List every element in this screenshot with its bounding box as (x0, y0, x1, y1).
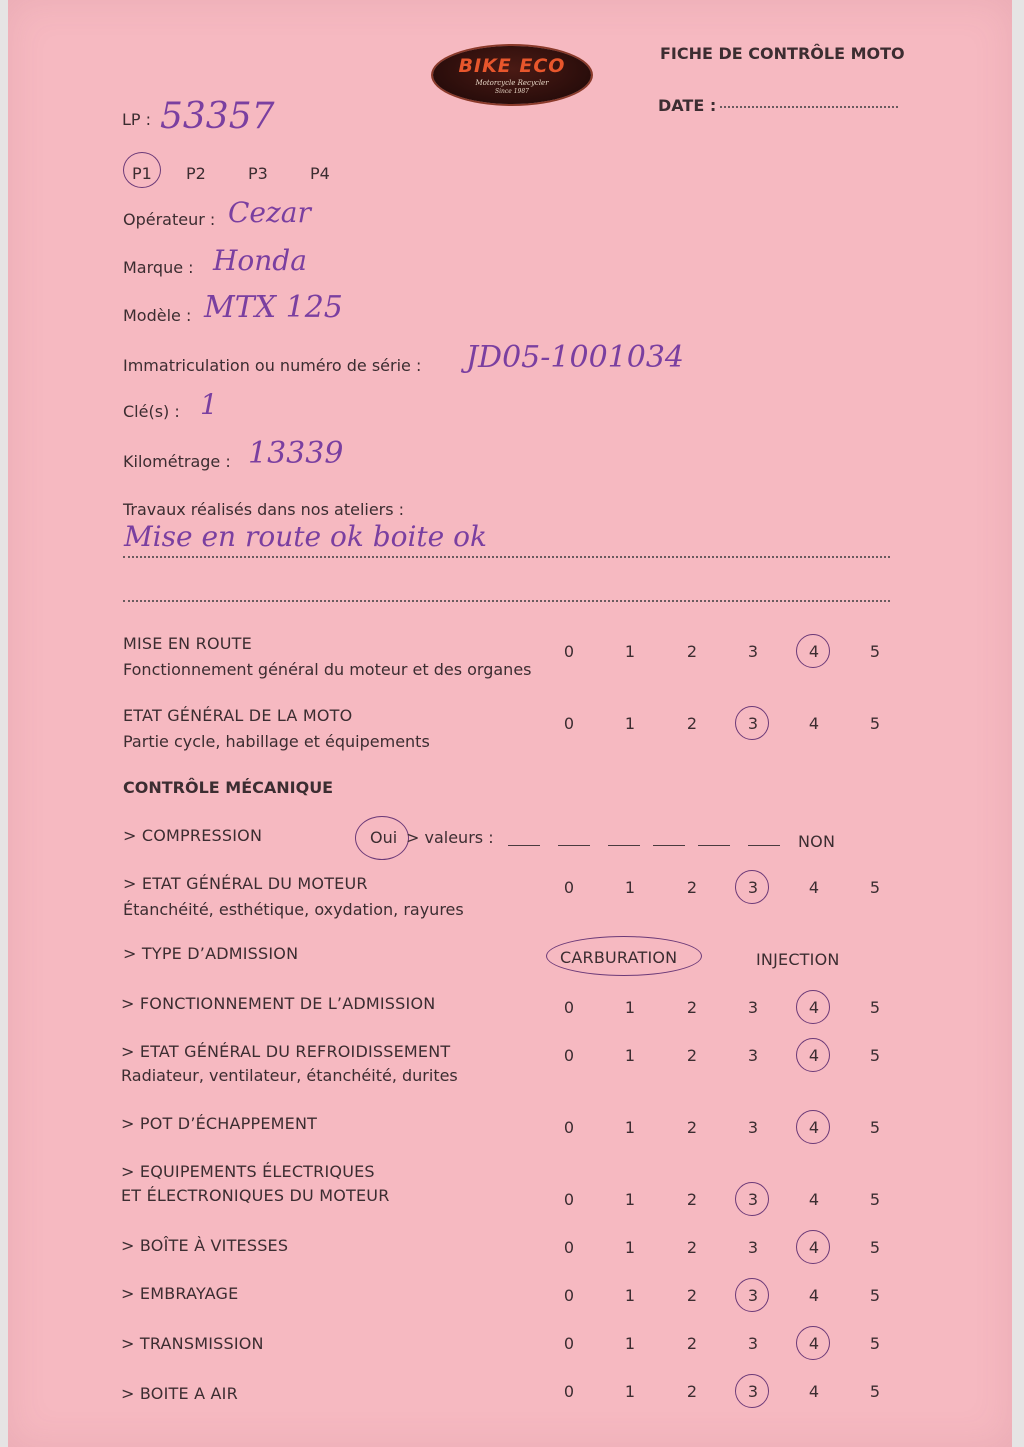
rating-option[interactable]: 4 (808, 642, 820, 661)
operator-value[interactable]: Cezar (228, 196, 311, 229)
mechanical-row-subtitle: ET ÉLECTRONIQUES DU MOTEUR (121, 1186, 390, 1205)
position-option[interactable]: P4 (310, 164, 330, 183)
rating-option[interactable]: 5 (869, 998, 881, 1017)
rating-option[interactable]: 5 (869, 1238, 881, 1257)
rating-option[interactable]: 2 (686, 1286, 698, 1305)
position-option[interactable]: P1 (132, 164, 152, 183)
bike-eco-logo (433, 46, 591, 104)
rating-selected-circle (735, 1278, 769, 1312)
mechanical-row-title: > ETAT GÉNÉRAL DU REFROIDISSEMENT (121, 1042, 451, 1061)
general-rating-title: ETAT GÉNÉRAL DE LA MOTO (123, 706, 353, 725)
rating-selected-circle (796, 1230, 830, 1264)
rating-option[interactable]: 5 (869, 1382, 881, 1401)
rating-option[interactable]: 2 (686, 1238, 698, 1257)
keys-label: Clé(s) : (123, 402, 180, 421)
logo-brand: BIKE ECO (458, 55, 566, 77)
rating-option[interactable]: 0 (563, 1334, 575, 1353)
rating-selected-circle (735, 706, 769, 740)
registration-value[interactable]: JD05-1001034 (466, 340, 684, 375)
rating-selected-circle (796, 1038, 830, 1072)
position-selected-circle (123, 152, 161, 188)
rating-selected-circle (735, 870, 769, 904)
mechanical-row-title: > BOITE A AIR (121, 1384, 238, 1403)
compression-value-blank[interactable] (698, 845, 730, 846)
model-value[interactable]: MTX 125 (204, 290, 343, 325)
rating-option[interactable]: 0 (563, 714, 575, 733)
mileage-label: Kilométrage : (123, 452, 231, 471)
rating-option[interactable]: 2 (686, 714, 698, 733)
control-sheet (8, 0, 1012, 1447)
rating-option[interactable]: 3 (747, 1238, 759, 1257)
rating-option[interactable]: 2 (686, 1382, 698, 1401)
compression-label: > COMPRESSION (123, 826, 263, 845)
lp-label: LP : (122, 110, 152, 129)
registration-label: Immatriculation ou numéro de série : (123, 356, 422, 375)
rating-option[interactable]: 4 (808, 878, 820, 897)
brand-label: Marque : (123, 258, 194, 277)
date-label: DATE : (658, 96, 717, 115)
compression-value-blank[interactable] (748, 845, 780, 846)
compression-value-blank[interactable] (508, 845, 540, 846)
engine-subtitle: Étanchéité, esthétique, oxydation, rayures (123, 900, 464, 919)
rating-option[interactable]: 1 (624, 1286, 636, 1305)
rating-option[interactable]: 0 (563, 1382, 575, 1401)
rating-option[interactable]: 1 (624, 642, 636, 661)
date-field[interactable] (720, 106, 898, 108)
rating-option[interactable]: 1 (624, 1046, 636, 1065)
mechanical-row-title: > POT D’ÉCHAPPEMENT (121, 1114, 318, 1133)
mechanical-row-title: > EMBRAYAGE (121, 1284, 239, 1303)
general-rating-subtitle: Fonctionnement général du moteur et des organes (123, 660, 532, 679)
brand-value[interactable]: Honda (213, 244, 307, 277)
rating-option[interactable]: 5 (869, 878, 881, 897)
rating-option[interactable]: 0 (563, 1118, 575, 1137)
rating-option[interactable]: 3 (747, 998, 759, 1017)
mechanical-section-title: CONTRÔLE MÉCANIQUE (123, 778, 334, 797)
rating-option[interactable]: 4 (808, 1046, 820, 1065)
lp-value[interactable]: 53357 (160, 96, 275, 137)
compression-values-label: > valeurs : (406, 828, 494, 847)
engine-title: > ETAT GÉNÉRAL DU MOTEUR (123, 874, 368, 893)
rating-option[interactable]: 5 (869, 1118, 881, 1137)
rating-option[interactable]: 3 (747, 1286, 759, 1305)
position-option[interactable]: P3 (248, 164, 268, 183)
rating-selected-circle (735, 1182, 769, 1216)
keys-value[interactable]: 1 (200, 388, 218, 421)
rating-selected-circle (735, 1374, 769, 1408)
rating-option[interactable]: 2 (686, 1118, 698, 1137)
rating-option[interactable]: 2 (686, 642, 698, 661)
rating-option[interactable]: 0 (563, 1046, 575, 1065)
rating-option[interactable]: 2 (686, 878, 698, 897)
rating-option[interactable]: 4 (808, 1382, 820, 1401)
rating-selected-circle (796, 1326, 830, 1360)
compression-value-blank[interactable] (558, 845, 590, 846)
rating-option[interactable]: 4 (808, 998, 820, 1017)
rating-option[interactable]: 3 (747, 878, 759, 897)
rating-option[interactable]: 0 (563, 998, 575, 1017)
logo-tagline: Motorcycle Recycler (475, 79, 549, 87)
operator-label: Opérateur : (123, 210, 216, 229)
rating-option[interactable]: 3 (747, 1046, 759, 1065)
rating-option[interactable]: 0 (563, 642, 575, 661)
general-rating-title: MISE EN ROUTE (123, 634, 252, 653)
rating-option[interactable]: 3 (747, 1334, 759, 1353)
rating-option[interactable]: 4 (808, 714, 820, 733)
mechanical-row-subtitle: Radiateur, ventilateur, étanchéité, durites (121, 1066, 458, 1085)
rating-option[interactable]: 5 (869, 1334, 881, 1353)
rating-option[interactable]: 2 (686, 998, 698, 1017)
compression-no[interactable]: NON (798, 832, 836, 851)
mechanical-row-title: > TRANSMISSION (121, 1334, 264, 1353)
compression-yes[interactable]: Oui (370, 828, 398, 847)
compression-value-blank[interactable] (608, 845, 640, 846)
logo-since: Since 1987 (495, 88, 529, 95)
rating-option[interactable]: 2 (686, 1190, 698, 1209)
rating-option[interactable]: 1 (624, 1118, 636, 1137)
mechanical-row-title: > EQUIPEMENTS ÉLECTRIQUES (121, 1162, 375, 1181)
rating-option[interactable]: 1 (624, 998, 636, 1017)
rating-option[interactable]: 5 (869, 642, 881, 661)
rating-option[interactable]: 3 (747, 642, 759, 661)
rating-option[interactable]: 3 (747, 1190, 759, 1209)
mechanical-row-title: > BOÎTE À VITESSES (121, 1236, 289, 1255)
model-label: Modèle : (123, 306, 192, 325)
compression-value-blank[interactable] (653, 845, 685, 846)
works-label: Travaux réalisés dans nos ateliers : (123, 500, 405, 519)
rating-option[interactable]: 3 (747, 1118, 759, 1137)
rating-option[interactable]: 1 (624, 1382, 636, 1401)
rating-option[interactable]: 1 (624, 714, 636, 733)
rating-option[interactable]: 4 (808, 1190, 820, 1209)
mileage-value[interactable]: 13339 (248, 436, 344, 471)
rating-option[interactable]: 2 (686, 1334, 698, 1353)
rating-option[interactable]: 5 (869, 1046, 881, 1065)
rating-option[interactable]: 5 (869, 1190, 881, 1209)
rating-option[interactable]: 3 (747, 714, 759, 733)
rating-option[interactable]: 0 (563, 1286, 575, 1305)
sheet-title: FICHE DE CONTRÔLE MOTO (660, 44, 905, 63)
general-rating-subtitle: Partie cycle, habillage et équipements (123, 732, 430, 751)
rating-selected-circle (796, 634, 830, 668)
intake-type-label: > TYPE D’ADMISSION (123, 944, 299, 963)
intake-injection[interactable]: INJECTION (756, 950, 840, 969)
rating-option[interactable]: 0 (563, 1238, 575, 1257)
rating-option[interactable]: 1 (624, 1190, 636, 1209)
rating-option[interactable]: 1 (624, 878, 636, 897)
intake-carburation[interactable]: CARBURATION (560, 948, 678, 967)
rating-option[interactable]: 3 (747, 1382, 759, 1401)
rating-option[interactable]: 0 (563, 878, 575, 897)
works-line-1 (123, 556, 890, 558)
rating-option[interactable]: 4 (808, 1286, 820, 1305)
works-line-2[interactable] (123, 600, 890, 602)
rating-option[interactable]: 5 (869, 714, 881, 733)
rating-option[interactable]: 0 (563, 1190, 575, 1209)
rating-option[interactable]: 4 (808, 1238, 820, 1257)
rating-option[interactable]: 4 (808, 1118, 820, 1137)
rating-option[interactable]: 2 (686, 1046, 698, 1065)
position-option[interactable]: P2 (186, 164, 206, 183)
rating-option[interactable]: 1 (624, 1334, 636, 1353)
rating-option[interactable]: 5 (869, 1286, 881, 1305)
mechanical-row-title: > FONCTIONNEMENT DE L’ADMISSION (121, 994, 436, 1013)
rating-selected-circle (796, 990, 830, 1024)
works-value[interactable]: Mise en route ok boite ok (124, 520, 487, 553)
rating-option[interactable]: 4 (808, 1334, 820, 1353)
rating-option[interactable]: 1 (624, 1238, 636, 1257)
rating-selected-circle (796, 1110, 830, 1144)
